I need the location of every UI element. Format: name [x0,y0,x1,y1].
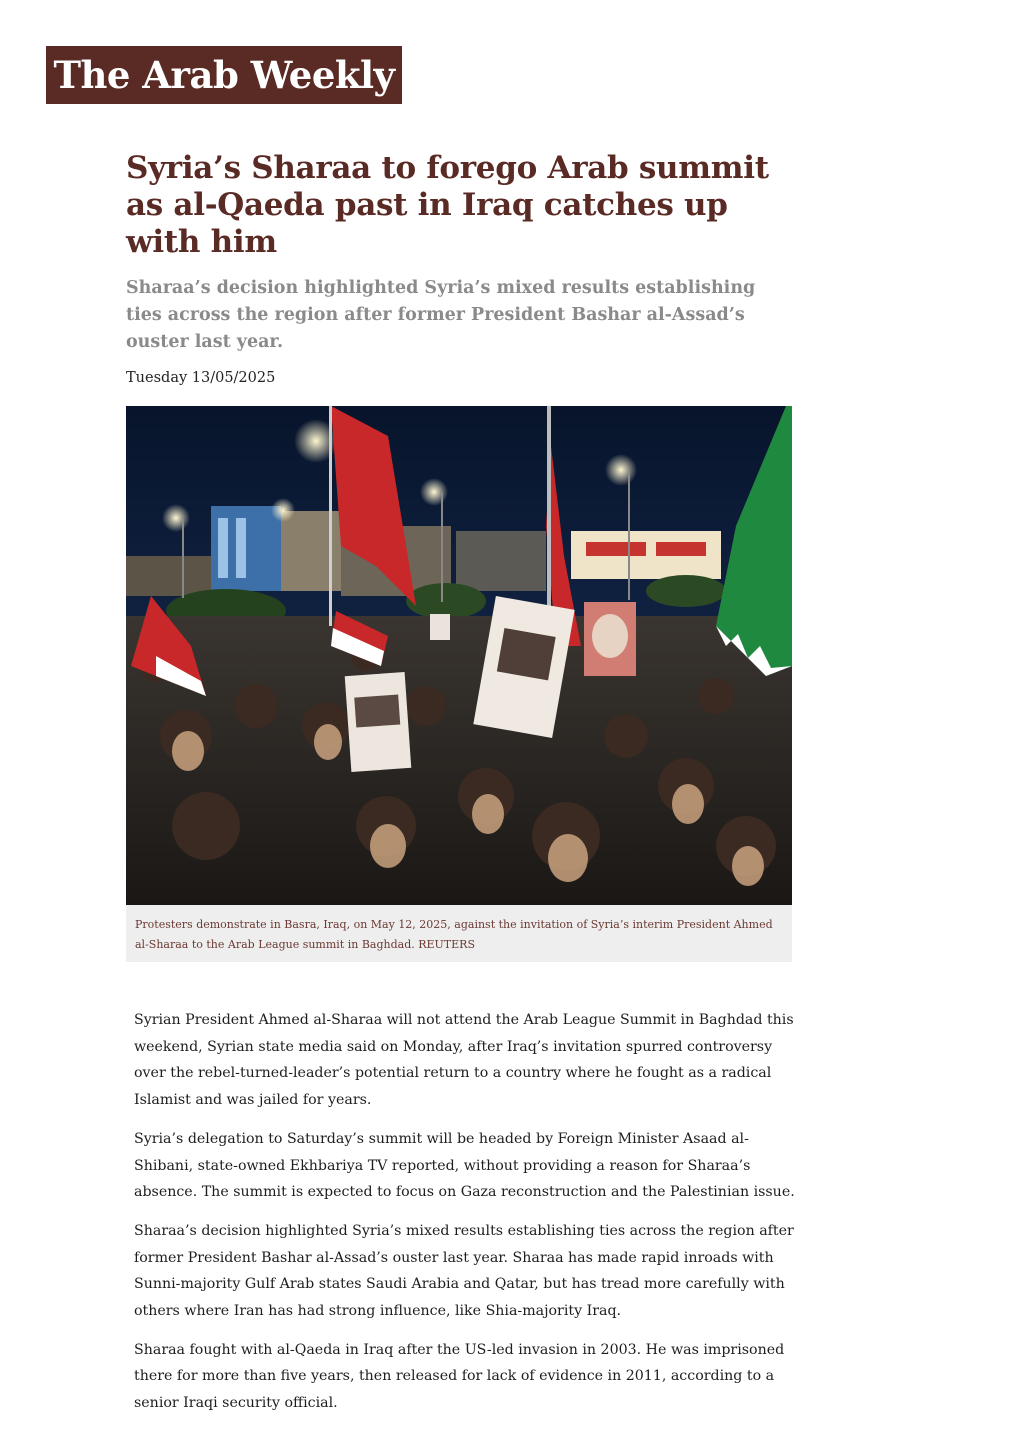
article-header [126,150,792,388]
protest-photo-illustration [126,406,792,905]
article-subtitle: Sharaa’s decision highlighted Syria’s mixed results establishing ties across the region after former President Bashar al-Assad’s ouster last year. [126,278,756,352]
article-photo [126,406,792,905]
article-body [134,1007,802,1429]
article-paragraph: Syrian President Ahmed al-Sharaa will not attend the Arab League Summit in Baghdad this weekend, Syrian state media said on Monday, after Iraq’s invitation spurred controversy over the rebel-turned-leader’s potential return to a country where he fought as a radical Islamist and was jailed for years. [134,1012,794,1109]
article-paragraph: Sharaa fought with al-Qaeda in Iraq after the US-led invasion in 2003. He was imprisoned there for more than five years, then released for lack of evidence in 2011, according to a senior Iraqi security official. [134,1341,785,1412]
article-paragraph: Syria’s delegation to Saturday’s summit will be headed by Foreign Minister Asaad al-Shibani, state-owned Ekhbariya TV reported, without providing a reason for Sharaa’s absence. The summit is expected to focus on Gaza reconstruction and the Palestinian issue. [134,1130,795,1201]
article-paragraph: Sharaa’s decision highlighted Syria’s mixed results establishing ties across the region after former President Bashar al-Assad’s ouster last year. Sharaa has made rapid inroads with Sunni-majority Gulf Arab states Saudi Arabia and Qatar, but has tread more carefully with others where Iran has had strong influence, like Shia-majority Iraq. [134,1222,794,1320]
article-headline: Syria’s Sharaa to forego Arab summit as al-Qaeda past in Iraq catches up with him [126,150,769,260]
photo-caption: Protesters demonstrate in Basra, Iraq, on May 12, 2025, against the invitation of Syria’s interim President Ahmed al-Sharaa to the Arab League summit in Baghdad. REUTERS [126,905,792,962]
article-date: Tuesday 13/05/2025 [126,370,276,386]
site-logo[interactable]: The Arab Weekly [46,46,402,104]
